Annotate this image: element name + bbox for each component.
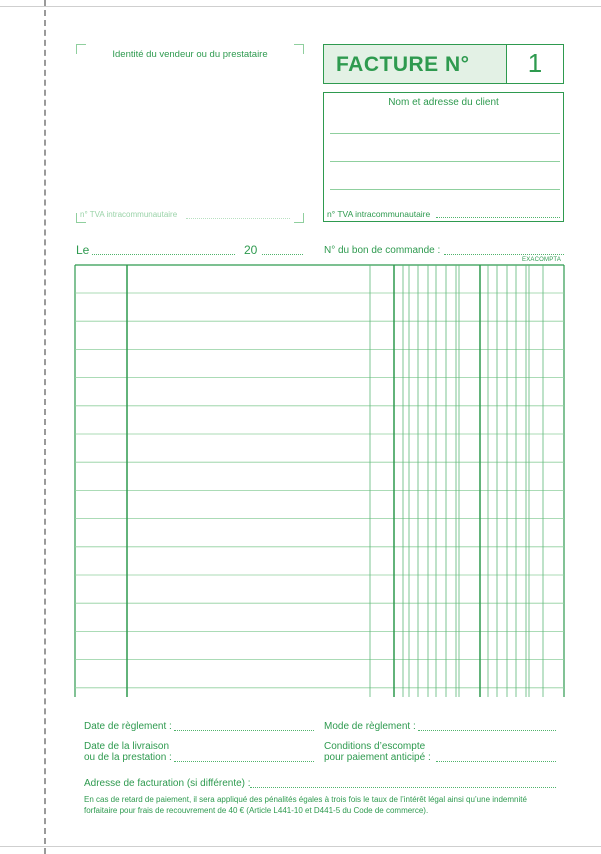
payment-method-line — [418, 730, 556, 731]
late-payment-line1: En cas de retard de paiement, il sera appliqué des pénalités égales à trois fois le taux de l’intérêt légal ainsi qu’une indemnité — [84, 795, 527, 804]
delivery-date-line1: Date de la livraison — [84, 741, 170, 752]
brand-mark: EXACOMPTA — [522, 257, 562, 263]
payment-date-label: Date de règlement : — [84, 721, 172, 732]
date-le-label: Le — [76, 243, 90, 257]
invoice-number: 1 — [527, 48, 543, 78]
discount-line1: Conditions d’escompte — [324, 741, 426, 752]
seller-vat-label: n° TVA intracommunautaire — [80, 210, 178, 219]
discount-line — [436, 761, 556, 762]
billing-address-line — [250, 787, 556, 788]
discount-label — [324, 741, 431, 763]
late-payment-line2: forfaitaire pour frais de recouvrement de 40 € (Article L441-10 et D441-5 du Code de commerce). — [84, 805, 429, 815]
client-vat-label: n° TVA intracommunautaire — [327, 209, 431, 219]
order-number-label: N° du bon de commande : — [324, 245, 441, 256]
invoice-title: FACTURE N° — [336, 53, 470, 76]
date-year-prefix: 20 — [244, 243, 258, 257]
billing-address-label: Adresse de facturation (si différente) : — [84, 778, 251, 789]
discount-line2: pour paiement anticipé : — [324, 752, 431, 763]
late-payment-notice — [84, 795, 564, 816]
client-heading: Nom et adresse du client — [388, 97, 499, 108]
delivery-date-label — [84, 741, 172, 763]
payment-method-label: Mode de règlement : — [324, 721, 416, 732]
seller-heading: Identité du vendeur ou du prestataire — [112, 49, 268, 60]
delivery-date-line — [174, 761, 314, 762]
payment-date-line — [174, 730, 314, 731]
delivery-date-line2: ou de la prestation : — [84, 752, 172, 763]
